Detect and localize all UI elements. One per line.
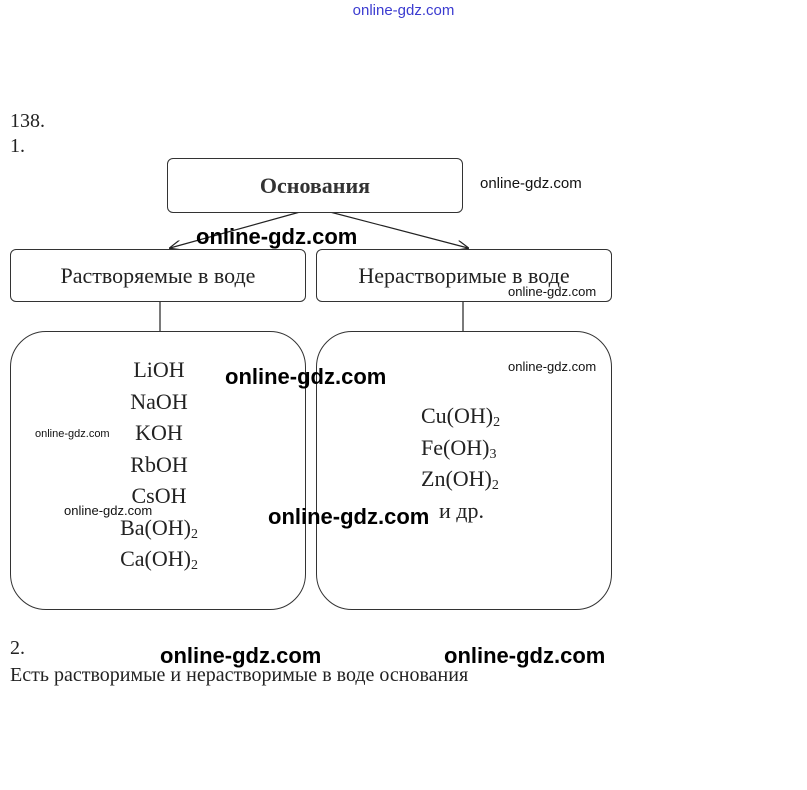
formula-item: CsOH (131, 483, 187, 508)
conclusion-text: Есть растворимые и нерастворимые в воде основания (10, 664, 469, 686)
watermark: online-gdz.com (508, 359, 597, 374)
formula-item: LiOH (133, 357, 185, 382)
formula-item: $Ba(OH)_2$ (120, 514, 198, 542)
formula-item: RbOH (130, 451, 188, 477)
watermark: online-gdz.com (35, 428, 110, 440)
part-2-label: 2. (10, 637, 25, 659)
formula-item: $Cu(OH)_2$ (421, 403, 501, 430)
watermark-top: online-gdz.com (352, 2, 455, 19)
formula-item: $Fe(OH)_3$ (421, 434, 497, 462)
formula-item: $Zn(OH)_2$ (421, 466, 499, 493)
watermark: online-gdz.com (160, 643, 322, 668)
watermark: online-gdz.com (508, 284, 597, 299)
insoluble-bases-list (421, 400, 500, 526)
formula-item: $Ca(OH)_2$ (120, 546, 198, 573)
watermark: online-gdz.com (196, 224, 358, 249)
category-soluble-label: Растворяемые в воде (60, 262, 256, 288)
formula-item: и др. (439, 497, 484, 523)
part-1-label: 1. (10, 135, 25, 157)
watermark: online-gdz.com (64, 503, 153, 518)
formula-item: NaOH (130, 388, 188, 414)
watermark: online-gdz.com (225, 364, 387, 389)
watermark: online-gdz.com (268, 504, 430, 529)
category-soluble (10, 249, 306, 302)
category-insoluble-label: Нерастворимые в воде (358, 262, 570, 288)
exercise-number: 138. (10, 110, 45, 132)
watermark: online-gdz.com (480, 175, 582, 192)
formula-item: KOH (135, 420, 183, 445)
root-node-label: Основания (259, 172, 371, 198)
watermark: online-gdz.com (444, 643, 606, 668)
root-node-bases (167, 158, 463, 213)
